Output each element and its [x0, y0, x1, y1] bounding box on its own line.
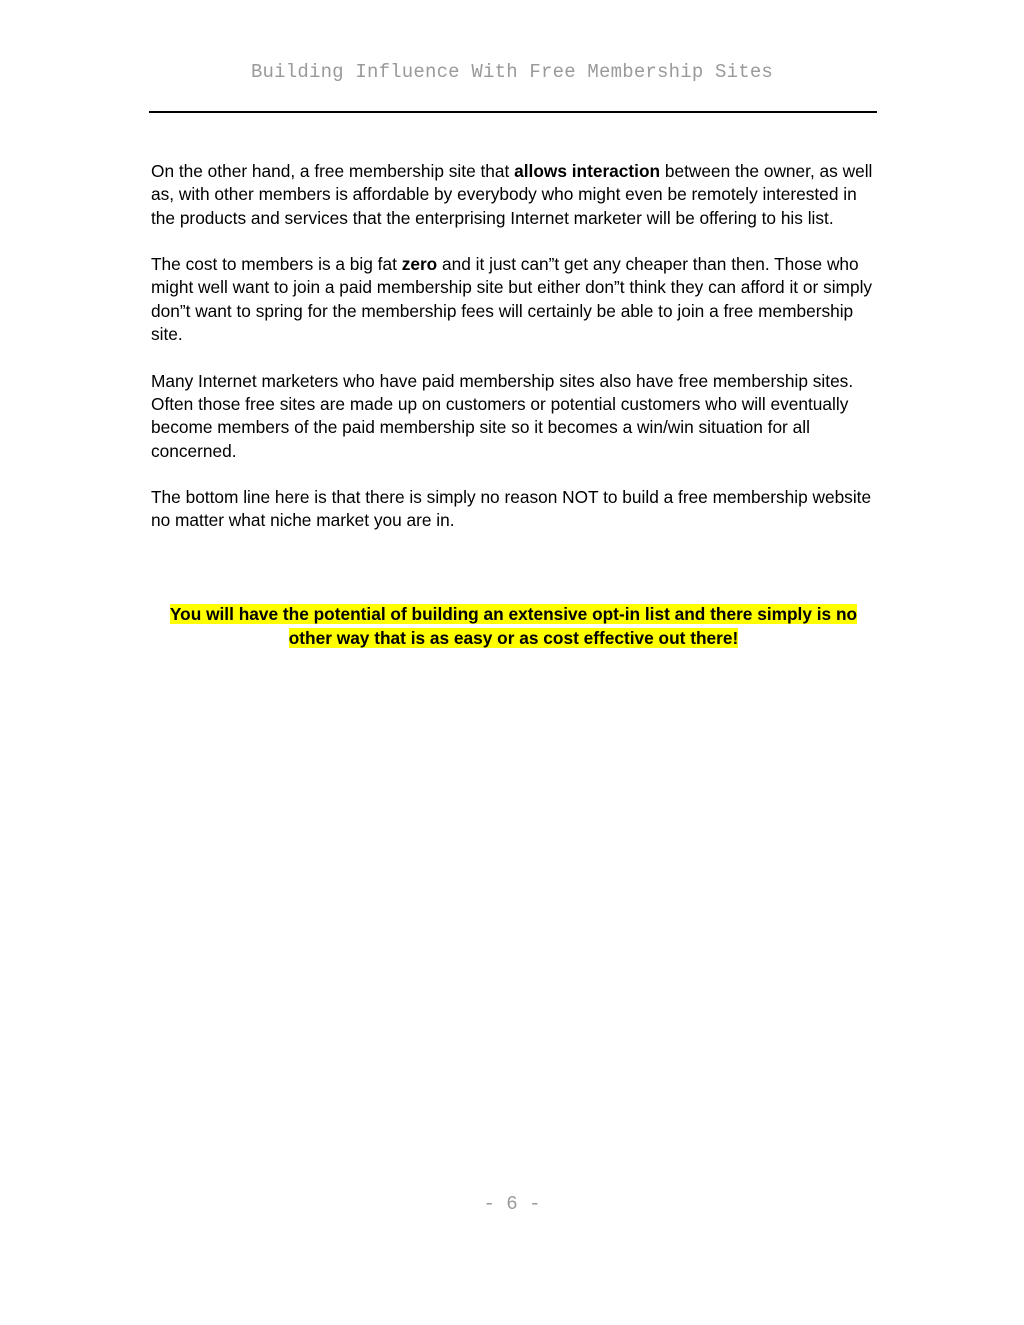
callout-text: You will have the potential of building an extensive opt-in list and there simply is no other way that is as easy or as cost effective out there! — [169, 604, 858, 648]
running-header: Building Influence With Free Membership Sites — [250, 61, 774, 83]
paragraph-1 — [151, 160, 876, 230]
page-number: - 6 - — [483, 1193, 541, 1215]
paragraph-2 — [151, 253, 876, 346]
paragraph-2-bold: zero — [401, 254, 438, 275]
paragraph-2-text-b: and it just can”t get any cheaper than then. Those who might well want to join a paid membership site but either don”t think they can afford it or simply don”t want to spring for the membership fees will certainly be able to join a free membership site. — [151, 254, 873, 345]
paragraph-1-bold: allows interaction — [514, 161, 661, 181]
header-divider — [149, 111, 877, 113]
document-body — [151, 160, 876, 556]
paragraph-1-text-b: between the owner, as well as, with other members is affordable by everybody who might even be remotely interested in the products and services that the enterprising Internet marketer will be offering to his list. — [151, 161, 873, 228]
paragraph-4: The bottom line here is that there is simply no reason NOT to build a free membership website no matter what niche market you are in. — [151, 487, 872, 531]
highlighted-callout — [151, 603, 876, 650]
paragraph-1-text-a: On the other hand, a free membership site that — [151, 161, 515, 181]
paragraph-2-text-a: The cost to members is a big fat — [151, 254, 402, 275]
paragraph-3: Many Internet marketers who have paid membership sites also have free membership sites. Often those free sites are made up on customers or potential customers who will eventually become members of the paid membership site so it becomes a win/win situation for all concerned. — [151, 370, 854, 461]
